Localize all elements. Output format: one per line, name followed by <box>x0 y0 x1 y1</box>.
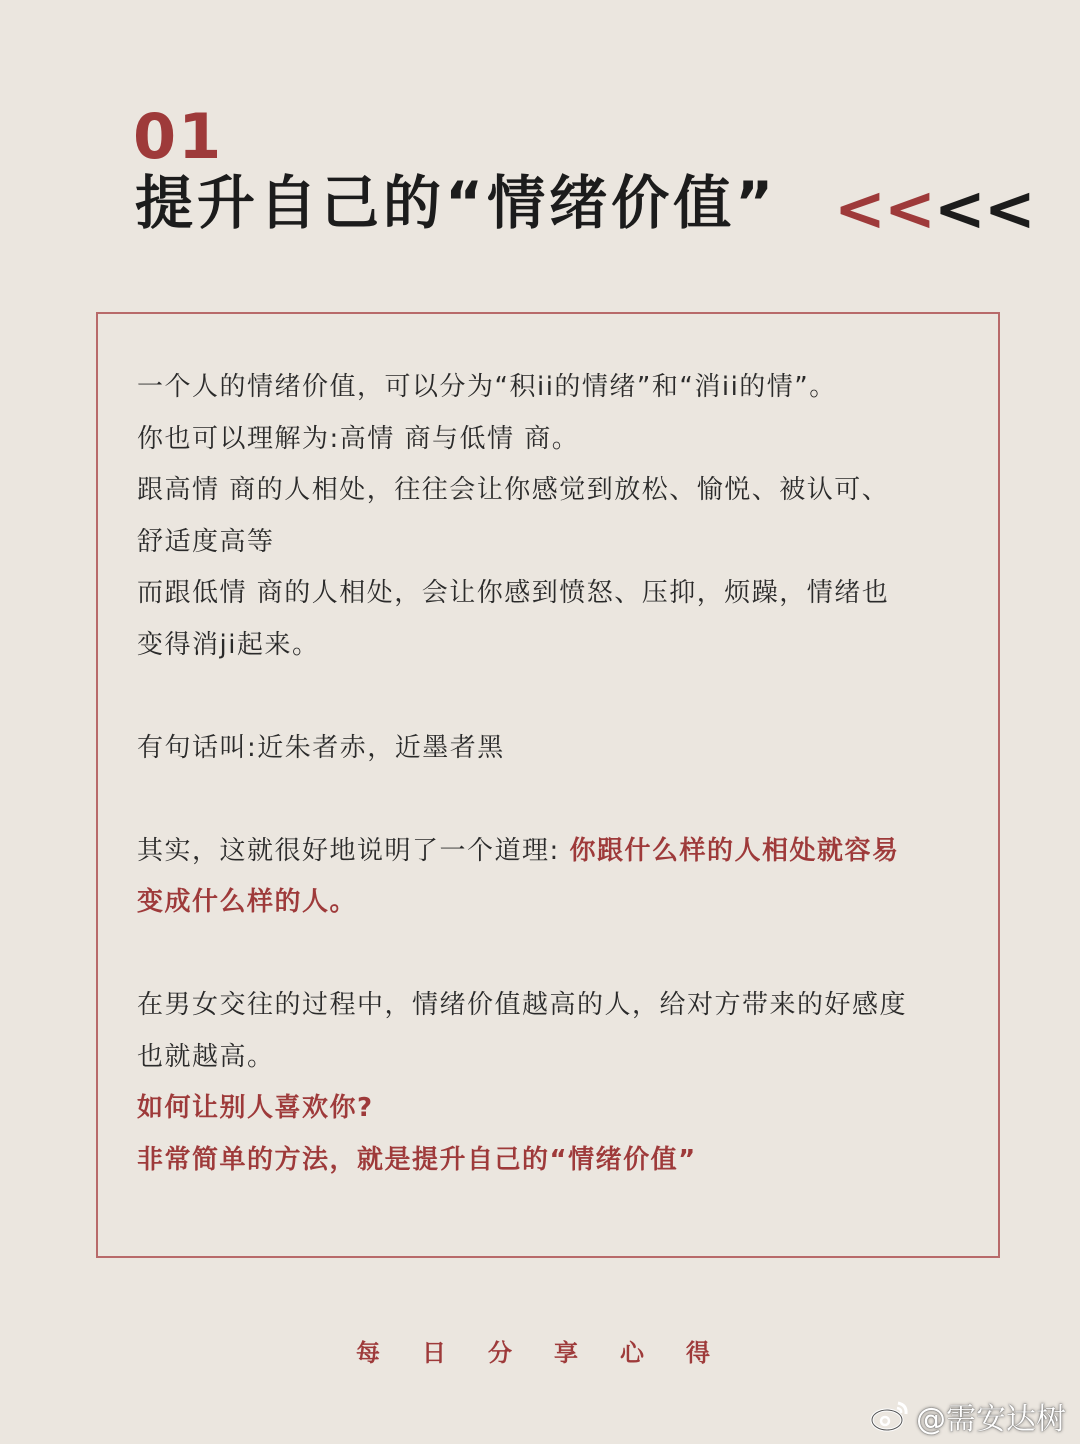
text-highlight: 变成什么样的人。 <box>137 887 358 917</box>
text-line: 你也可以理解为:高情 商与低情 商。 <box>137 423 580 454</box>
arrows-dark: << <box>933 172 1034 245</box>
text-line: 有句话叫:近朱者赤，近墨者黑 <box>137 732 505 763</box>
text-line: 变得消ji起来。 <box>137 629 320 660</box>
weibo-icon <box>870 1399 910 1433</box>
text-highlight: 如何让别人喜欢你? <box>137 1093 374 1123</box>
watermark-text: @需安达树 <box>916 1402 1066 1437</box>
text-plain: 其实，这就很好地说明了一个道理: <box>137 835 570 866</box>
arrows-red: << <box>834 172 934 245</box>
footer-tagline: 每日分享心得 <box>356 1339 752 1367</box>
text-line: 也就越高。 <box>137 1041 275 1072</box>
text-line: 跟高情 商的人相处，往往会让你感觉到放松、愉悦、被认可、 <box>137 475 890 505</box>
content-body <box>137 362 967 1186</box>
text-highlight: 非常简单的方法，就是提升自己的“情绪价值” <box>137 1144 697 1175</box>
text-line: 在男女交往的过程中，情绪价值越高的人，给对方带来的好感度 <box>137 990 908 1020</box>
section-number: 01 <box>133 100 224 173</box>
text-line: 一个人的情绪价值，可以分为“积ii的情绪”和“消ii的情”。 <box>137 372 837 402</box>
text-line: 而跟低情 商的人相处，会让你感到愤怒、压抑，烦躁，情绪也 <box>137 578 890 608</box>
text-line <box>137 826 967 878</box>
watermark <box>870 1394 1066 1438</box>
text-highlight: 你跟什么样的人相处就容易 <box>569 835 900 866</box>
page-title: 提升自己的“情绪价值” <box>135 169 778 237</box>
arrows-decoration <box>834 172 1034 245</box>
text-line: 舒适度高等 <box>137 526 275 557</box>
